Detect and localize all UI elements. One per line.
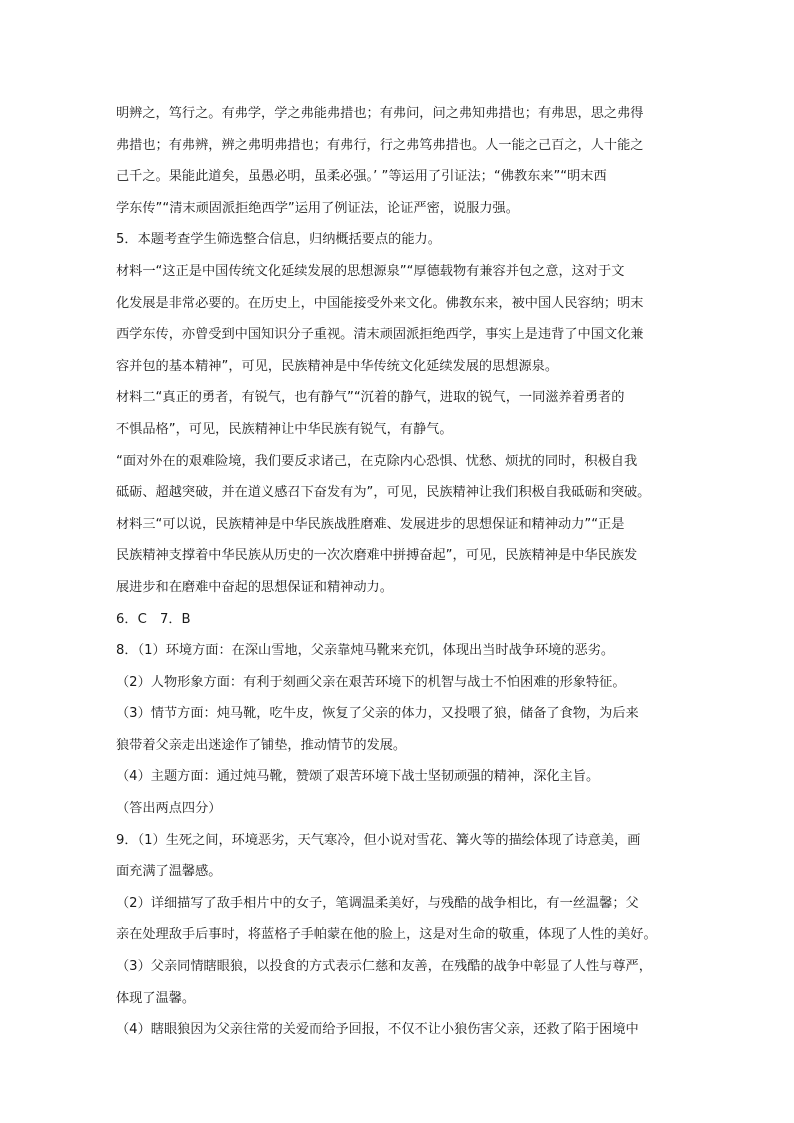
text-line: 己千之。果能此道矣，虽愚必明，虽柔必强。’ ”等运用了引证法；“佛教东来”“明末西 — [116, 169, 607, 185]
text-line: “面对外在的艰难险境，我们要反求诸己，在克除内心恐惧、忧愁、烦扰的同时，积极自我 — [116, 453, 638, 469]
text-line: （3）情节方面：炖马靴，吃牛皮，恢复了父亲的体力，又投喂了狼，储备了食物，为后来 — [116, 706, 639, 722]
text-line: 弗措也；有弗辨，辨之弗明弗措也；有弗行，行之弗笃弗措也。人一能之己百之，人十能之 — [116, 137, 644, 153]
question-9-line: 9．（1）生死之间，环境恶劣，天气寒冷，但小说对雪花、篝火等的描绘体现了诗意美，画 — [116, 832, 641, 848]
text-line: 学东传”“清末顽固派拒绝西学”运用了例证法，论证严密，说服力强。 — [116, 200, 519, 216]
text-line: 材料二“真正的勇者，有锐气，也有静气”“沉着的静气，进取的锐气，一同滋养着勇者的 — [116, 390, 625, 406]
text-line: 展进步和在磨难中奋起的思想保证和精神动力。 — [116, 579, 393, 595]
question-5-line: 5．本题考查学生筛选整合信息，归纳概括要点的能力。 — [116, 232, 441, 248]
text-line: 狼带着父亲走出迷途作了铺垫，推动情节的发展。 — [116, 737, 407, 753]
text-line: 民族精神支撑着中华民族从历史的一次次磨难中拼搏奋起”，可见，民族精神是中华民族发 — [116, 548, 638, 564]
text-line: 材料一“这正是中国传统文化延续发展的思想源泉”“厚德载物有兼容并包之意，这对于文 — [116, 263, 625, 279]
text-line: （4）瞎眼狼因为父亲往常的关爱而给予回报，不仅不让小狼伤害父亲，还救了陷于困境中 — [116, 1022, 639, 1038]
text-line: 材料三“可以说，民族精神是中华民族战胜磨难、发展进步的思想保证和精神动力”“正是 — [116, 516, 625, 532]
text-line: 砥砺、超越突破，并在道义感召下奋发有为”，可见，民族精神让我们积极自我砥砺和突破。 — [116, 485, 651, 501]
text-line: 不惧品格”，可见，民族精神让中华民族有锐气，有静气。 — [116, 421, 453, 437]
question-8-line: 8．（1）环境方面：在深山雪地，父亲靠炖马靴来充饥，体现出当时战争环境的恶劣。 — [116, 643, 615, 659]
answers-6-7-line: 6．C 7．B — [116, 611, 191, 627]
text-line: （答出两点四分） — [116, 801, 222, 817]
text-line: 亲在处理敌手后事时，将蓝格子手帕蒙在他的脸上，这是对生命的敬重，体现了人性的美好。 — [116, 927, 657, 943]
text-line: 明辨之，笃行之。有弗学，学之弗能弗措也；有弗问，问之弗知弗措也；有弗思，思之弗得 — [116, 106, 644, 121]
text-line: （4）主题方面：通过炖马靴，赞颂了艰苦环境下战士坚韧顽强的精神，深化主旨。 — [116, 769, 600, 785]
text-line: （3）父亲同情瞎眼狼，以投食的方式表示仁慈和友善，在残酷的战争中彰显了人性与尊严， — [116, 959, 652, 975]
document-body — [116, 98, 681, 1046]
text-line: 容并包的基本精神”，可见，民族精神是中华传统文化延续发展的思想源泉。 — [116, 358, 559, 374]
text-line: 体现了温馨。 — [116, 990, 196, 1006]
text-line: （2）人物形象方面：有利于刻画父亲在艰苦环境下的机智与战士不怕困难的形象特征。 — [116, 674, 626, 690]
text-line: 面充满了温馨感。 — [116, 864, 222, 880]
text-line: 西学东传，亦曾受到中国知识分子重视。清末顽固派拒绝西学，事实上是违背了中国文化兼 — [116, 327, 644, 343]
text-line: 化发展是非常必要的。在历史上，中国能接受外来文化。佛教东来，被中国人民容纳；明末 — [116, 295, 644, 311]
text-line: （2）详细描写了敌手相片中的女子，笔调温柔美好，与残酷的战争相比，有一丝温馨；父 — [116, 895, 639, 911]
